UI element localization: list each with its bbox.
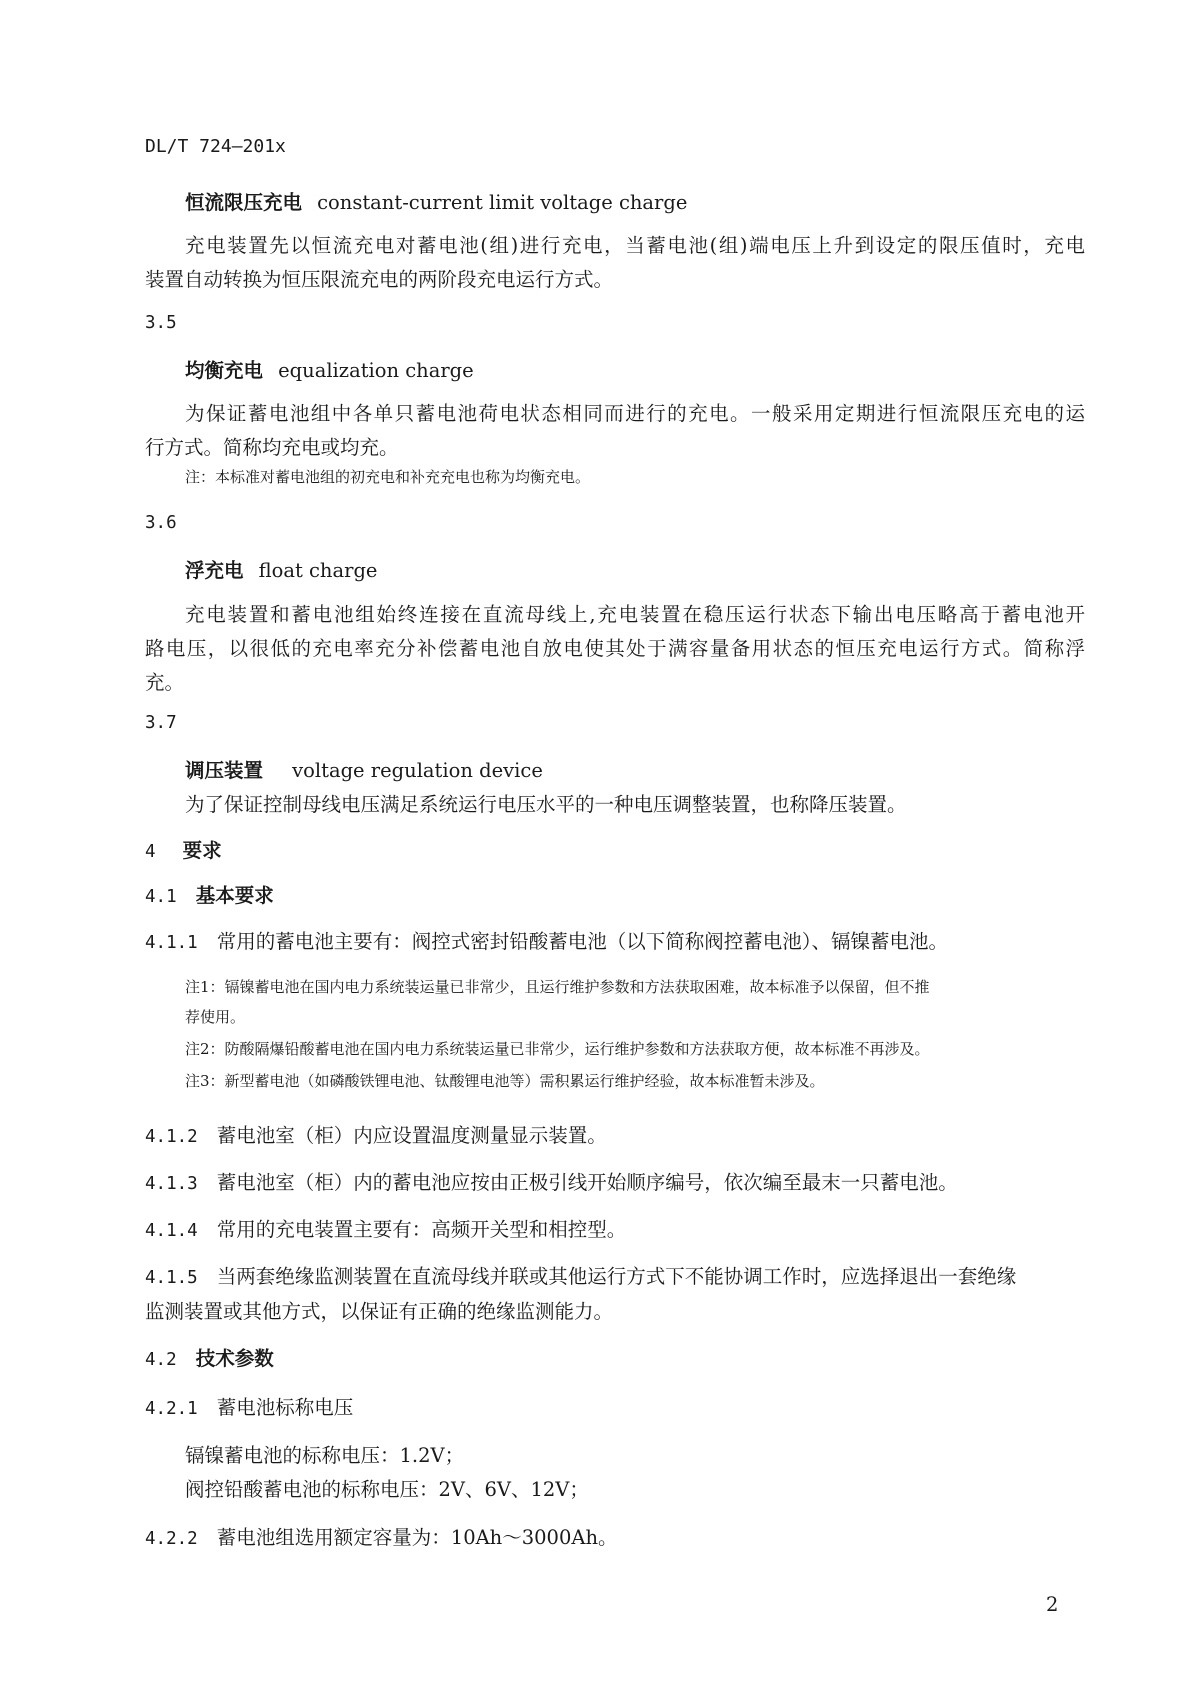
clause xyxy=(145,1261,1016,1289)
section-title: 基本要求 xyxy=(195,884,274,907)
clause-text: 蓄电池室（柜）内的蓄电池应按由正极引线开始顺序编号，依次编至最末一只蓄电池。 xyxy=(216,1171,958,1194)
clause-text-line: 镉镍蓄电池的标称电压：1.2V； xyxy=(185,1444,465,1467)
term-heading xyxy=(185,355,474,383)
term-heading xyxy=(185,555,377,583)
subsection-heading xyxy=(145,1343,274,1371)
clause-text: 当两套绝缘监测装置在直流母线并联或其他运行方式下不能协调工作时，应选择退出一套绝缘 xyxy=(216,1265,1017,1288)
term-number: 3.7 xyxy=(145,713,177,733)
clause-number: 4.1.1 xyxy=(145,933,198,953)
term-definition-line: 充电装置先以恒流充电对蓄电池(组)进行充电，当蓄电池(组)端电压上升到设定的限压值时，充电 xyxy=(185,234,1085,257)
clause-title: 蓄电池标称电压 xyxy=(216,1396,354,1419)
clause-text-line: 监测装置或其他方式，以保证有正确的绝缘监测能力。 xyxy=(145,1300,614,1323)
clause-text: 蓄电池室（柜）内应设置温度测量显示装置。 xyxy=(216,1124,607,1147)
term-chinese: 调压装置 xyxy=(185,759,264,782)
clause-text: 蓄电池组选用额定容量为：10Ah～3000Ah。 xyxy=(216,1526,618,1549)
clause-note: 注3：新型蓄电池（如磷酸铁锂电池、钛酸锂电池等）需积累运行维护经验，故本标准暂未涉及。 xyxy=(185,1072,825,1090)
section-title: 要求 xyxy=(182,839,222,862)
term-english: constant-current limit voltage charge xyxy=(317,191,688,214)
term-number: 3.6 xyxy=(145,513,177,533)
clause-text: 常用的充电装置主要有：高频开关型和相控型。 xyxy=(216,1218,627,1241)
term-heading xyxy=(185,187,687,215)
document-code: DL/T 724—201x xyxy=(145,136,286,157)
term-note: 注：本标准对蓄电池组的初充电和补充充电也称为均衡充电。 xyxy=(185,468,591,486)
clause xyxy=(145,926,948,954)
term-definition-line: 充电装置和蓄电池组始终连接在直流母线上,充电装置在稳压运行状态下输出电压略高于蓄电池开 xyxy=(185,603,1085,626)
clause xyxy=(145,1214,626,1242)
clause xyxy=(145,1167,958,1195)
clause-note: 注2：防酸隔爆铅酸蓄电池在国内电力系统装运量已非常少，运行维护参数和方法获取方便，故本标准不再涉及。 xyxy=(185,1040,930,1058)
term-chinese: 均衡充电 xyxy=(185,359,264,382)
term-definition-line: 为保证蓄电池组中各单只蓄电池荷电状态相同而进行的充电。一般采用定期进行恒流限压充电的运 xyxy=(185,402,1085,425)
term-english: equalization charge xyxy=(278,359,474,382)
clause-number: 4.2.1 xyxy=(145,1399,198,1419)
term-number: 3.5 xyxy=(145,313,177,333)
clause xyxy=(145,1522,618,1550)
term-definition-line: 为了保证控制母线电压满足系统运行电压水平的一种电压调整装置，也称降压装置。 xyxy=(185,793,907,816)
clause-note: 荐使用。 xyxy=(185,1008,246,1026)
clause-note: 注1：镉镍蓄电池在国内电力系统装运量已非常少，且运行维护参数和方法获取困难，故本标准予以保留，但不推 xyxy=(185,978,930,996)
term-definition-line: 行方式。简称均充电或均充。 xyxy=(145,436,399,459)
clause-number: 4.1.3 xyxy=(145,1174,198,1194)
term-definition-line: 路电压，以很低的充电率充分补偿蓄电池自放电使其处于满容量备用状态的恒压充电运行方式。简称浮 xyxy=(145,637,1085,660)
clause-number: 4.2.2 xyxy=(145,1529,198,1549)
section-number: 4.1 xyxy=(145,887,177,907)
term-chinese: 恒流限压充电 xyxy=(185,191,303,214)
term-definition-line: 充。 xyxy=(145,671,185,694)
term-english: voltage regulation device xyxy=(292,759,543,782)
section-number: 4 xyxy=(145,842,156,862)
term-heading xyxy=(185,755,543,783)
section-heading xyxy=(145,835,222,863)
clause-number: 4.1.5 xyxy=(145,1268,198,1288)
section-title: 技术参数 xyxy=(195,1347,274,1370)
clause xyxy=(145,1392,353,1420)
page-number: 2 xyxy=(1046,1593,1059,1616)
clause-number: 4.1.4 xyxy=(145,1221,198,1241)
term-chinese: 浮充电 xyxy=(185,559,244,582)
section-number: 4.2 xyxy=(145,1350,177,1370)
clause xyxy=(145,1120,607,1148)
clause-number: 4.1.2 xyxy=(145,1127,198,1147)
term-english: float charge xyxy=(258,559,378,582)
subsection-heading xyxy=(145,880,274,908)
clause-text-line: 阀控铅酸蓄电池的标称电压：2V、6V、12V； xyxy=(185,1478,589,1501)
term-definition-line: 装置自动转换为恒压限流充电的两阶段充电运行方式。 xyxy=(145,268,614,291)
clause-text: 常用的蓄电池主要有：阀控式密封铅酸蓄电池（以下简称阀控蓄电池）、镉镍蓄电池。 xyxy=(216,930,949,953)
